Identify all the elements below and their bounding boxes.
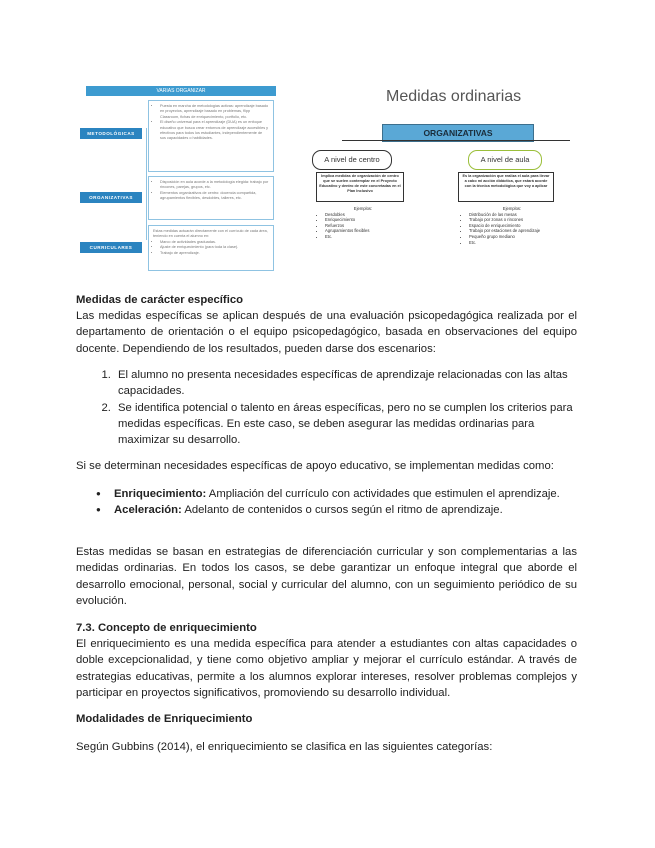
list-item: • Puesta en marcha de metodologías activas: aprendizaje basado en proyectos, aprendizaje basado en problemas, flipp Classroom, fichas de enriquecimiento, portfolio, etc. xyxy=(160,104,269,120)
organizativas-banner: ORGANIZATIVAS xyxy=(382,124,534,142)
list-item: • Pequeño grupo mediano xyxy=(469,234,562,240)
category-organizativas: ORGANIZATIVAS xyxy=(80,192,142,203)
node-centro: A nivel de centro xyxy=(312,150,392,170)
list-item: • Distribución de las mesas xyxy=(469,212,562,218)
examples-title: Ejemplos: xyxy=(353,206,373,211)
list-item: ● Aceleración: Adelanto de contenidos o cursos según el ritmo de aprendizaje. xyxy=(114,502,577,518)
category-curriculares: CURRICULARES xyxy=(80,242,142,253)
term: Aceleración: xyxy=(114,504,182,517)
heading-concepto-enriquecimiento: 7.3. Concepto de enriquecimiento xyxy=(76,622,257,634)
list-item: ● Enriquecimiento: Ampliación del currículo con actividades que estimulen el aprendizaje. xyxy=(114,486,577,502)
list-item: • Enriquecimiento xyxy=(325,217,408,223)
list-item: • Refuerzos xyxy=(325,223,408,229)
list-item: • Etc. xyxy=(469,240,562,246)
list-item: • El diseño universal para el aprendizaje (DUA) es un enfoque educativo que busca crear entornos de aprendizaje accesibles y efectivos para todos los estudiantes, independientemente de sus capacidades o habilidades. xyxy=(160,120,269,142)
bullet-list xyxy=(76,486,577,519)
category-intro: Estas medidas actuarán directamente con el currículo de cada área, teniendo en cuenta el alumno en: xyxy=(153,229,268,239)
connector-line xyxy=(146,128,147,240)
examples-title: Ejemplos: xyxy=(502,206,522,211)
figure-right-title: Medidas ordinarias xyxy=(386,88,522,105)
connector-line xyxy=(342,140,570,141)
list-item: • Agrupamientos flexibles xyxy=(325,228,408,234)
list-item: • Etc. xyxy=(325,234,408,240)
aula-examples xyxy=(462,206,562,245)
list-item: • Trabajo por estaciones de aprendizaje xyxy=(469,228,562,234)
list-item: • Trabajo de aprendizaje. xyxy=(160,251,269,256)
figure-left-header: VARIAS ORGANIZAR xyxy=(86,86,276,96)
figure-medidas-ordinarias xyxy=(302,84,592,264)
node-aula: A nivel de aula xyxy=(468,150,542,170)
list-item: • Desdobles xyxy=(325,212,408,218)
category-curriculares-box xyxy=(148,225,274,271)
heading-modalidades: Modalidades de Enriquecimiento xyxy=(76,713,253,725)
list-item: • Trabajo por zonas o rincones xyxy=(469,217,562,223)
figure-medidas-tipos xyxy=(80,78,280,274)
heading-medidas-especificas: Medidas de carácter específico xyxy=(76,294,244,306)
list-item: 2. Se identifica potencial o talento en áreas específicas, pero no se cumplen los criterios para medidas específicas. En este caso, se deben asegurar las medidas ordinarias para maximizar su desarrollo. xyxy=(114,400,577,449)
aula-description: Es la organización que realiza el aula para llevar a cabo mi acción didáctica, que estará acorde con la técnica metodológica que voy a aplicar xyxy=(458,172,554,202)
category-metodologicas-box xyxy=(148,100,274,172)
category-metodologicas: METODOLÓGICAS xyxy=(80,128,142,139)
paragraph: Las medidas específicas se aplican después de una evaluación psicopedagógica realizada por el departamento de orientación o el equipo psicopedagógico, basada en observaciones del equipo docente. Dependiendo de los resultados, pueden darse dos escenarios: xyxy=(76,310,577,355)
list-item: • Disposición en aula acorde a la metodología elegida: trabajo por rincones, parejas, grupos, etc. xyxy=(160,180,269,191)
numbered-list xyxy=(76,367,577,448)
paragraph: Si se determinan necesidades específicas de apoyo educativo, se implementan medidas como: xyxy=(76,460,554,472)
list-item: • Elementos organizativos de centro: docencia compartida, agrupamientos flexibles, desdobles, talleres, etc. xyxy=(160,191,269,202)
list-item: • Ajuste de enriquecimiento (para toda la clase). xyxy=(160,245,269,250)
list-item: • Marco de actividades graduadas. xyxy=(160,240,269,245)
paragraph: El enriquecimiento es una medida específica para atender a estudiantes con altas capacidades o doble excepcionalidad, y tiene como objetivo ampliar y mejorar el currículo estándar. A través de estrategias educativas, permite a los alumnos explorar intereses, resolver problemas complejos y participar en proyectos significativos, promoviendo su desarrollo individual. xyxy=(76,638,577,699)
list-item: • Espacio de enriquecimiento xyxy=(469,223,562,229)
list-item: 1. El alumno no presenta necesidades específicas de aprendizaje relacionadas con las altas capacidades. xyxy=(114,367,577,400)
centro-description: Implica medidas de organización de centro que se suelen contemplar en el Proyecto Educativo y dentro de este concretadas en el Plan Inclusivo xyxy=(316,172,404,202)
category-organizativas-box xyxy=(148,176,274,220)
centro-examples xyxy=(318,206,408,240)
term: Enriquecimiento: xyxy=(114,488,207,500)
paragraph: Estas medidas se basan en estrategias de diferenciación curricular y son complementarias a las medidas ordinarias. En todos los casos, se debe garantizar un enfoque integral que aborde el desarrollo emocional, personal, social y curricular del alumno, con un seguimiento periódico de su evolución. xyxy=(76,546,577,607)
paragraph: Según Gubbins (2014), el enriquecimiento se clasifica en las siguientes categorías: xyxy=(76,741,493,753)
